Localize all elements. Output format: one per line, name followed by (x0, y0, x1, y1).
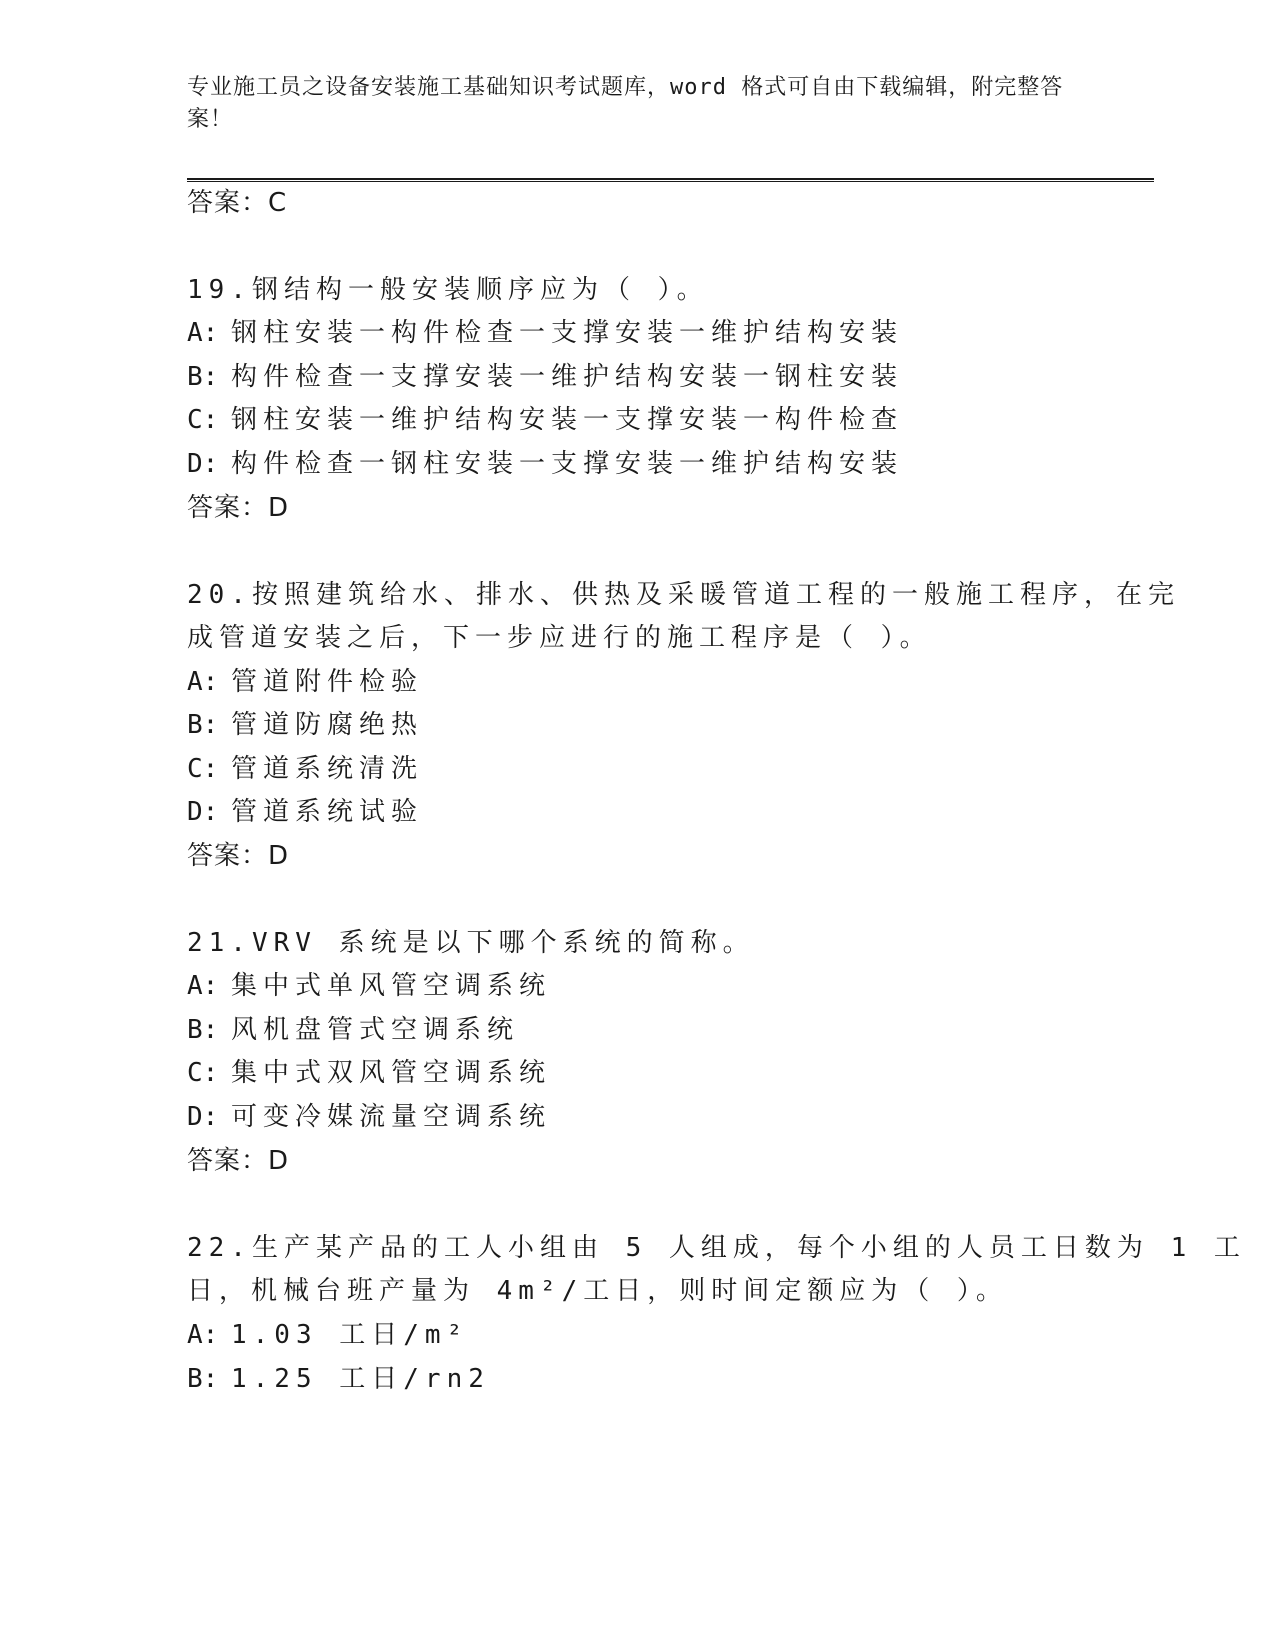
question-22-stem-line-1: 22.生产某产品的工人小组由 5 人组成，每个小组的人员工日数为 1 工 (187, 1233, 1246, 1263)
question-21-stem: 21.VRV 系统是以下哪个系统的简称。 (187, 928, 755, 958)
question-20-stem-line-1: 20.按照建筑给水、排水、供热及采暖管道工程的一般施工程序，在完 (187, 580, 1180, 610)
option-text: 可变冷媒流量空调系统 (231, 1102, 552, 1132)
question-20-option-d (187, 794, 423, 830)
question-20-stem-line-2: 成管道安装之后，下一步应进行的施工程序是（ ）。 (187, 623, 932, 653)
option-letter: C: (187, 405, 219, 435)
option-text: 构件检查一支撑安装一维护结构安装一钢柱安装 (231, 362, 904, 392)
question-19-option-c (187, 402, 903, 438)
option-text: 构件检查一钢柱安装一支撑安装一维护结构安装 (231, 449, 904, 479)
question-19-stem: 19.钢结构一般安装顺序应为（ ）。 (187, 275, 709, 305)
question-21-option-b (187, 1012, 519, 1048)
option-text: 钢柱安装一构件检查一支撑安装一维护结构安装 (231, 318, 904, 348)
option-text: 管道防腐绝热 (231, 710, 424, 740)
question-21-option-c (187, 1055, 551, 1091)
question-22-option-b (187, 1361, 490, 1397)
option-text: 集中式单风管空调系统 (231, 971, 552, 1001)
option-text: 管道系统清洗 (231, 754, 424, 784)
option-letter: C: (187, 754, 219, 784)
option-text: 管道附件检验 (231, 667, 424, 697)
document-header: 专业施工员之设备安装施工基础知识考试题库，word 格式可自由下载编辑，附完整答案！ (187, 75, 1064, 132)
option-letter: B: (187, 1015, 219, 1045)
option-text: 管道系统试验 (231, 797, 424, 827)
question-21-option-d (187, 1099, 551, 1135)
option-letter: B: (187, 362, 219, 392)
option-letter: C: (187, 1058, 219, 1088)
option-text: 钢柱安装一维护结构安装一支撑安装一构件检查 (231, 405, 904, 435)
question-19-option-b (187, 359, 903, 395)
question-20-option-b (187, 707, 423, 743)
question-22-stem-line-2: 日，机械台班产量为 4m²/工日，则时间定额应为（ ）。 (187, 1276, 1008, 1306)
option-letter: D: (187, 449, 219, 479)
option-text: 风机盘管式空调系统 (231, 1015, 520, 1045)
header-divider (187, 178, 1154, 182)
option-text: 1.25 工日/rn2 (231, 1364, 490, 1394)
question-19-option-d (187, 446, 903, 482)
option-letter: B: (187, 1364, 219, 1394)
option-letter: D: (187, 1102, 219, 1132)
question-19-option-a (187, 315, 903, 351)
question-19-answer: 答案：D (187, 493, 290, 523)
option-letter: B: (187, 710, 219, 740)
question-22-option-a (187, 1317, 468, 1353)
question-21-answer: 答案：D (187, 1146, 290, 1176)
option-letter: A: (187, 667, 219, 697)
question-20-option-c (187, 751, 423, 787)
option-letter: D: (187, 797, 219, 827)
option-text: 集中式双风管空调系统 (231, 1058, 552, 1088)
question-20-answer: 答案：D (187, 841, 290, 871)
answer-previous: 答案：C (187, 188, 288, 218)
option-letter: A: (187, 971, 219, 1001)
option-text: 1.03 工日/m² (231, 1320, 469, 1350)
option-letter: A: (187, 1320, 219, 1350)
question-20-option-a (187, 664, 423, 700)
question-21-option-a (187, 968, 551, 1004)
option-letter: A: (187, 318, 219, 348)
